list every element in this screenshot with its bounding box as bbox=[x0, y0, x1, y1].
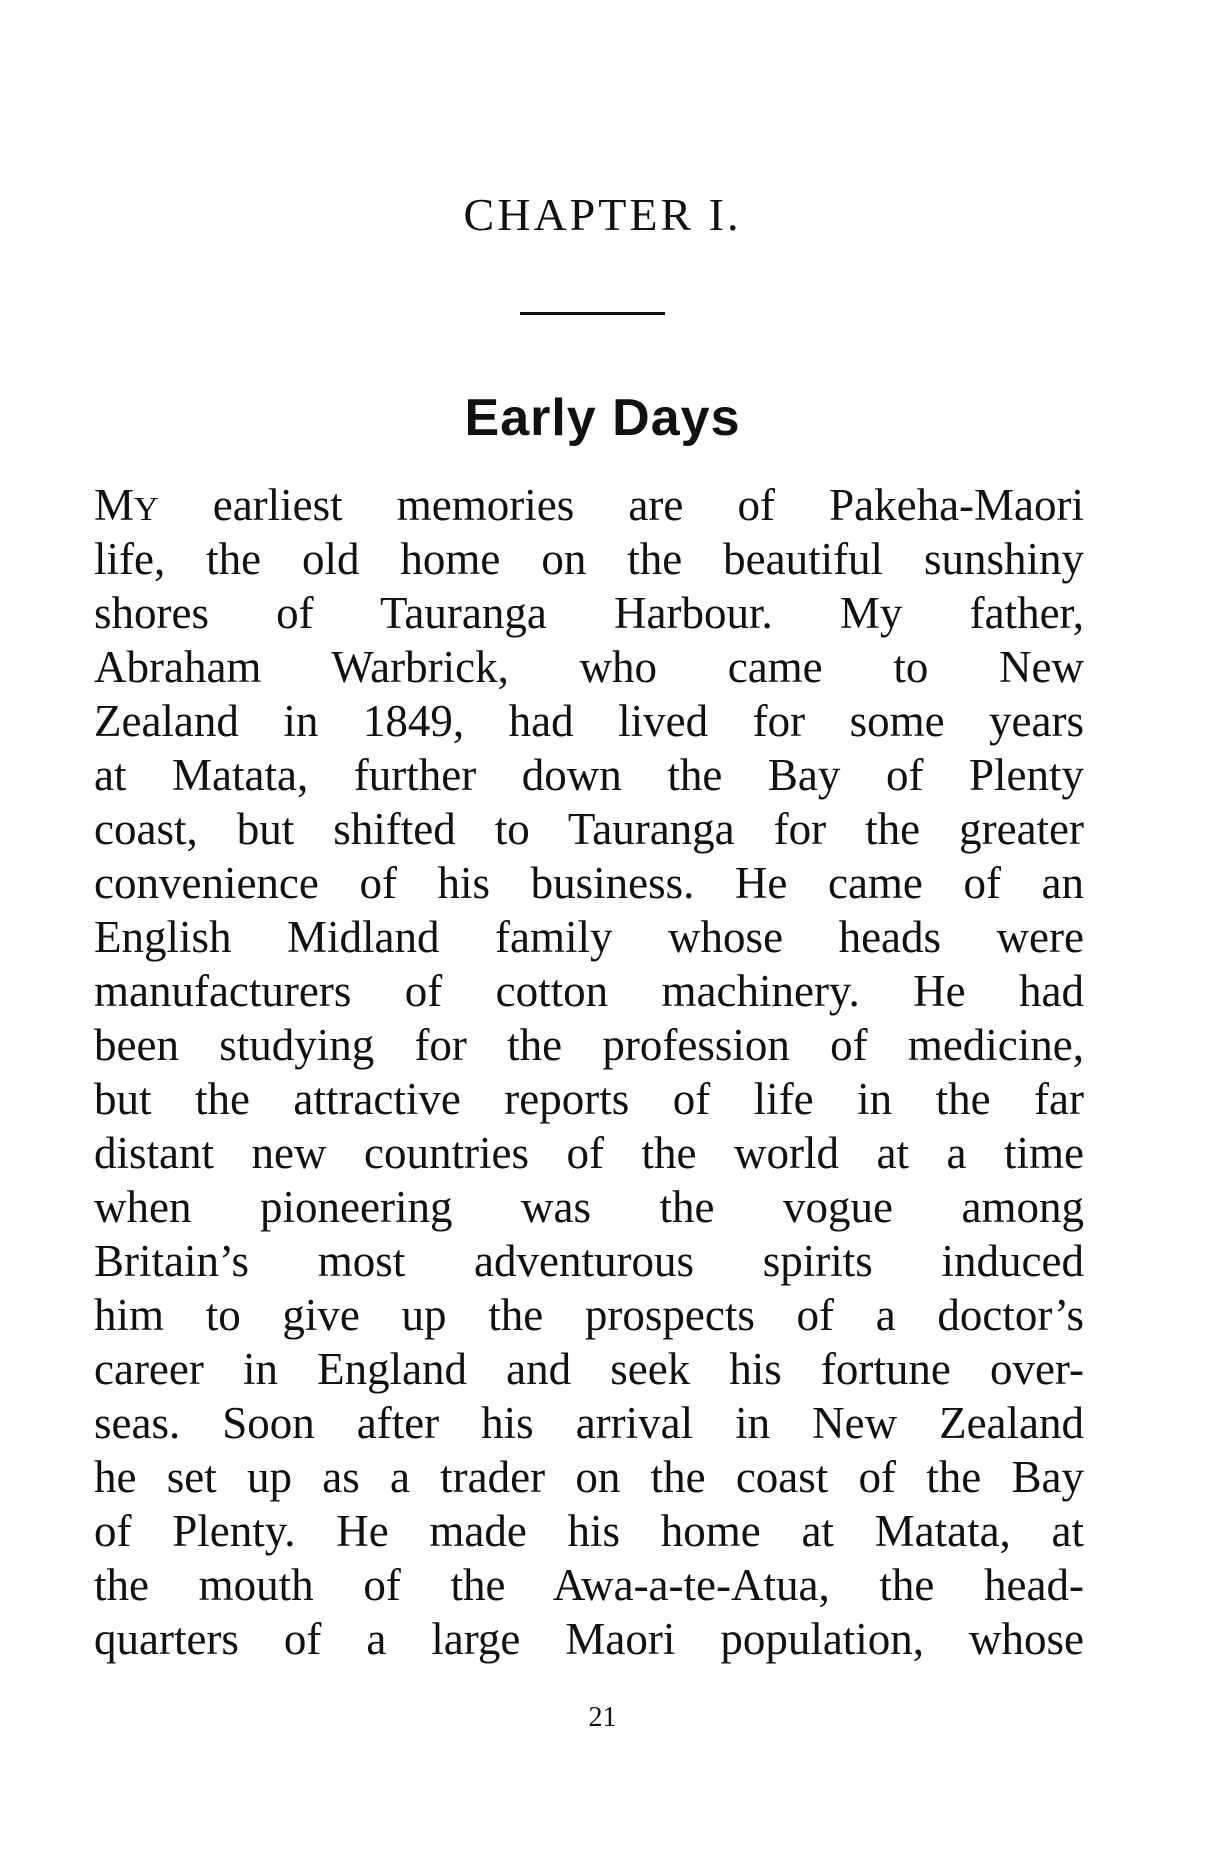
text-line-first-rest: earliest memories are of Pakeha-Maori bbox=[158, 480, 1084, 530]
text-line: seas. Soon after his arrival in New Zealand bbox=[94, 1398, 1084, 1448]
text-line: shores of Tauranga Harbour. My father, bbox=[94, 588, 1084, 638]
text-line: of Plenty. He made his home at Matata, at bbox=[94, 1506, 1084, 1556]
text-line: coast, but shifted to Tauranga for the greater bbox=[94, 804, 1084, 854]
text-line: been studying for the profession of medicine, bbox=[94, 1020, 1084, 1070]
text-line: convenience of his business. He came of an bbox=[94, 858, 1084, 908]
text-line: English Midland family whose heads were bbox=[94, 912, 1084, 962]
text-line: distant new countries of the world at a time bbox=[94, 1128, 1084, 1178]
text-line: but the attractive reports of life in the far bbox=[94, 1074, 1084, 1124]
small-caps-letter: Y bbox=[134, 491, 159, 528]
chapter-title: Early Days bbox=[464, 389, 741, 447]
text-line: quarters of a large Maori population, whose bbox=[94, 1614, 1084, 1664]
text-line: Abraham Warbrick, who came to New bbox=[94, 642, 1084, 692]
page-number: 21 bbox=[588, 1702, 617, 1733]
text-line: manufacturers of cotton machinery. He had bbox=[94, 966, 1084, 1016]
text-line: Zealand in 1849, had lived for some years bbox=[94, 696, 1084, 746]
text-line: Britain’s most adventurous spirits induced bbox=[94, 1236, 1084, 1286]
chapter-divider bbox=[520, 312, 665, 315]
text-line: when pioneering was the vogue among bbox=[94, 1182, 1084, 1232]
text-line-first bbox=[94, 478, 1084, 532]
chapter-label: CHAPTER I. bbox=[463, 189, 742, 240]
body-text bbox=[94, 478, 1084, 1666]
text-line: him to give up the prospects of a doctor’s bbox=[94, 1290, 1084, 1340]
text-line: he set up as a trader on the coast of the Bay bbox=[94, 1452, 1084, 1502]
text-line: at Matata, further down the Bay of Plenty bbox=[94, 750, 1084, 800]
initial-letter: M bbox=[94, 480, 135, 530]
text-line: the mouth of the Awa-a-te-Atua, the head- bbox=[94, 1560, 1084, 1610]
text-line: life, the old home on the beautiful sunshiny bbox=[94, 534, 1084, 584]
text-line: career in England and seek his fortune over- bbox=[94, 1344, 1084, 1394]
